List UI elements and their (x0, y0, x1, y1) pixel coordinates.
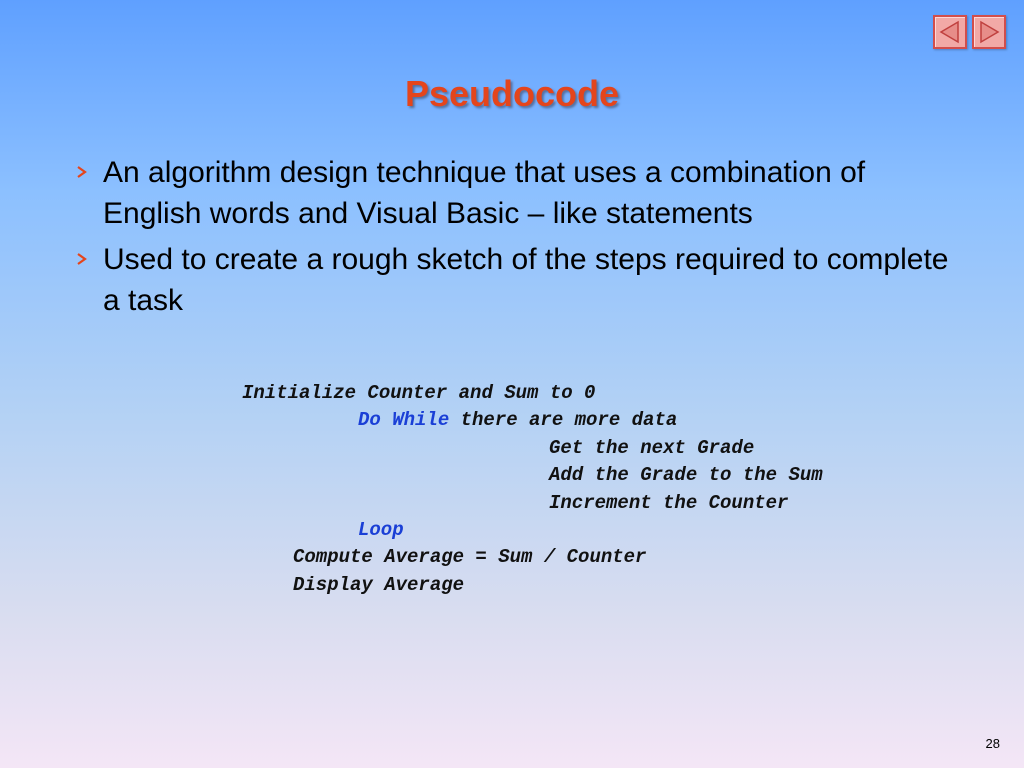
bullet-item (76, 152, 966, 234)
code-line-display-average: Display Average (293, 573, 465, 596)
triangle-right-icon (977, 20, 1001, 44)
code-line-compute-average: Compute Average = Sum / Counter (293, 546, 647, 569)
code-keyword-loop: Loop (358, 519, 404, 541)
code-line-initialize: Initialize Counter and Sum to 0 (242, 382, 596, 404)
bullet-item (76, 239, 966, 321)
previous-slide-button[interactable] (933, 15, 967, 49)
triangle-left-icon (938, 20, 962, 44)
code-line-get-grade: Get the next Grade (549, 436, 755, 459)
bullet-text: An algorithm design technique that uses a combination of English words and Visual Basic – like statements (103, 156, 866, 230)
bullet-list (76, 152, 966, 326)
next-slide-button[interactable] (972, 15, 1006, 49)
slide-title: Pseudocode (404, 73, 620, 114)
code-keyword-do-while: Do While (358, 409, 450, 432)
bullet-text: Used to create a rough sketch of the steps required to complete a task (103, 243, 949, 317)
arrow-bullet-icon (76, 253, 88, 265)
code-line-increment: Increment the Counter (549, 491, 789, 514)
code-line-do-while (358, 407, 677, 434)
slide-navigation (933, 15, 1006, 49)
arrow-bullet-icon (76, 166, 88, 178)
code-line-do-while-rest: there are more data (449, 409, 678, 432)
code-line-add-grade: Add the Grade to the Sum (549, 464, 823, 487)
page-number: 28 (985, 736, 1000, 751)
